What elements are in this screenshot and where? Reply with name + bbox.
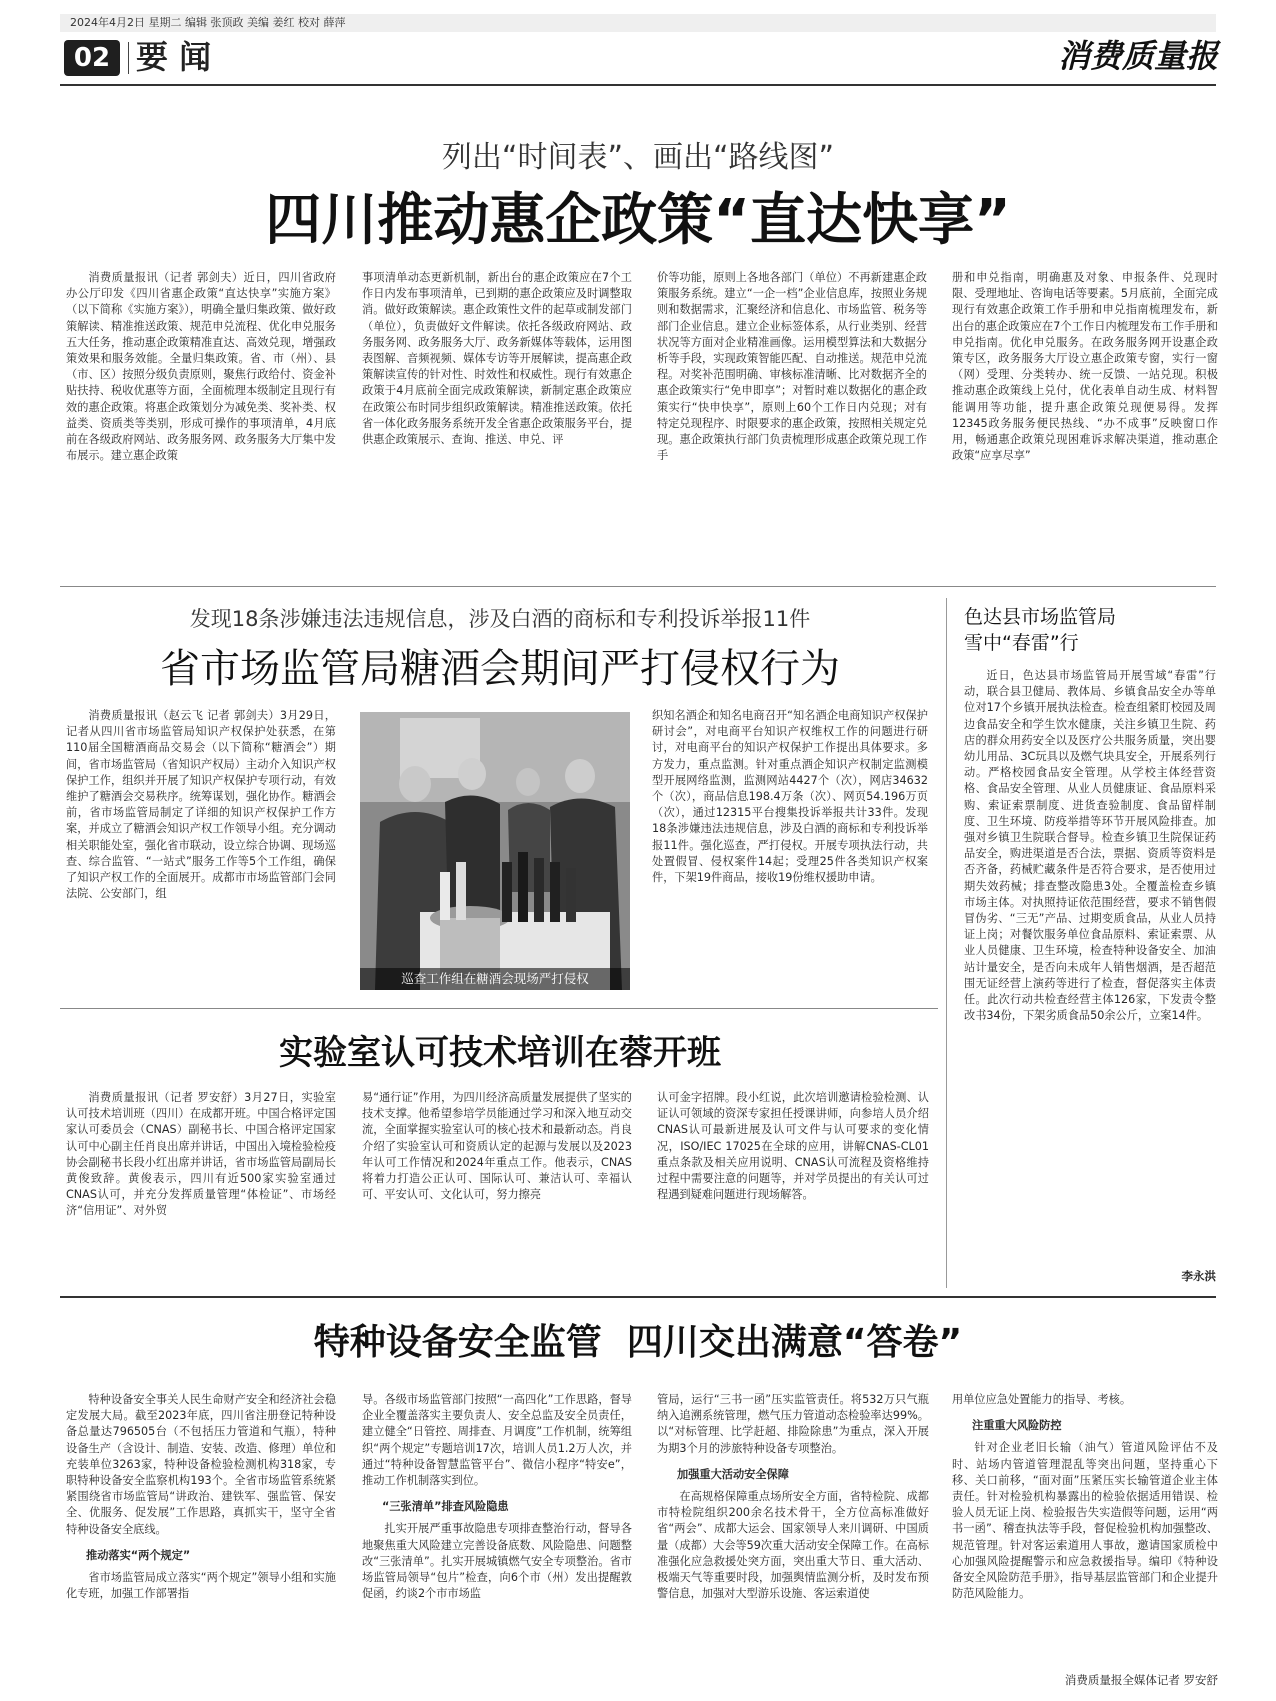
article1-bottom-rule	[60, 586, 1216, 587]
article2-bottom-rule	[60, 1008, 938, 1009]
article4-col3-p2: 在高规格保障重点场所安全方面，省特检院、成都市特检院组织200余名技术骨干，全方位高标准做好省“两会”、成都大运会、国家领导人来川调研、中国质量（成都）大会等59次重大活动安全保障工作。在高标准强化应急救援处突方面，突出重大节日、重大活动、极端天气等重要时段，加强舆情监测分析，及时发布预警信息，加强对大型游乐设施、客运索道使	[657, 1490, 929, 1601]
article1-col1-text: 消费质量报讯（记者 郭剑夫）近日，四川省政府办公厅印发《四川省惠企政策“直达快享”实施方案》（以下简称《实施方案》），明确全量归集政策、做好政策解读、精准推送政策、规范申兑流程、优化申兑服务五大任务，推动惠企政策精准直达、高效兑现，增强政策效果和服务效能。全量归集政策。省、市（州）、县（市、区）按照分级负责原则，聚焦行政给付、资金补贴扶持、税收优惠等方面，全面梳理本级制定且现行有效的惠企政策。将惠企政策划分为减免类、奖补类、权益类、资质类等类别，形成可操作的事项清单，4月底前在各级政府网站、政务服务网、政务服务大厅集中发布展示。建立惠企政策	[66, 271, 336, 463]
event-photo-image	[360, 712, 630, 990]
article1-kicker: 列出“时间表”、画出“路线图”	[441, 140, 835, 175]
article4-col4-subhead: 注重重大风险防控	[972, 1419, 1062, 1433]
sidebar-byline: 李永洪	[1181, 1269, 1216, 1283]
article4-col3-p1: 管局，运行“三书一函”压实监管责任。将532万只气瓶纳入追溯系统管理，燃气压力管道动态检验率达99%。以“对标管理、比学赶超、排险除患”为重点，深入开展为期3个月的涉旅特种设备专项整治。	[657, 1393, 929, 1455]
masthead-rule	[60, 84, 1216, 86]
article4-col2	[362, 1392, 632, 1690]
sidebar-title-1: 色达县市场监管局	[964, 606, 1117, 628]
article1-col3-text: 价等功能，原则上各地各部门（单位）不再新建惠企政策服务系统。建立“一企一档”企业信息库，按照业务规则和数据需求，汇聚经济和信息化、市场监管、税务等部门企业信息。建立企业标签体系，从行业类别、经营状况等方面对企业精准画像。运用模型算法和大数据分析等手段，实现政策智能匹配、自动推送。规范申兑流程。对奖补范围明确、审核标准清晰、比对数据齐全的惠企政策实行“免申即享”；对暂时难以数据化的惠企政策实行“快申快享”，原则上60个工作日内兑现；对有特定兑现程序、时限要求的惠企政策，按照相关规定兑现。惠企政策执行部门负责梳理形成惠企政策兑现工作手	[657, 271, 927, 463]
section-name: 要 闻	[136, 38, 212, 76]
article2-col2-text: 织知名酒企和知名电商召开“知名酒企电商知识产权保护研讨会”，对电商平台知识产权维权工作的问题进行研讨，对电商平台的知识产权保护工作提出具体要求。多方发力，重点监测。针对重点酒企知识产权制定监测模型开展网络监测，监测网站4427个（次），网店34632个（次），商品信息198.4万条（次）、网页54.196万页（次），通过12315平台搜集投诉举报共计33件。发现18条涉嫌违法违规信息，涉及白酒的商标和专利投诉举报11件。强化巡查，严打侵权。开展专项执法行动，共处置假冒、侵权案件14起；受理25件各类知识产权案件，下架19件商品，接收19份维权援助申请。	[652, 709, 928, 885]
article3-col3	[657, 1090, 929, 1286]
article2-col1-text: 消费质量报讯（赵云飞 记者 郭剑夫）3月29日，记者从四川省市场监管局知识产权保护处获悉，在第110届全国糖酒商品交易会（以下简称“糖酒会”）期间，省市场监管局（省知识产权局）主动介入知识产权保护工作，组织并开展了知识产权保护专项行动，有效维护了糖酒会交易秩序。统筹谋划，强化协作。糖酒会前，省市场监管局制定了详细的知识产权保护工作方案，并成立了糖酒会知识产权工作领导小组。充分调动相关职能处室，强化省市联动，设立综合协调、现场巡查、综合监管、“一站式”服务工作等5个工作组，确保了知识产权工作的全面展开。成都市市场监管部门会同法院、公安部门，组	[66, 709, 336, 901]
article4-col1	[66, 1392, 336, 1690]
article4-col2-p1: 导。各级市场监管部门按照“一高四化”工作思路，督导企业全覆盖落实主要负责人、安全总监及安全员责任，建立健全“日管控、周排查、月调度”工作机制，统筹组织“两个规定”专题培训17次，培训人员1.2万人次，并通过“特种设备智慧监管平台”、微信小程序“特安e”，推动工作机制落实到位。	[362, 1393, 632, 1488]
article3-col2	[362, 1090, 632, 1286]
article4-col1-p2: 省市场监管局成立落实“两个规定”领导小组和实施化专班，加强工作部署指	[66, 1571, 336, 1601]
article4-col4-p2: 针对企业老旧长输（油气）管道风险评估不及时、站场内管道管理混乱等突出问题，坚持重心下移、关口前移，“面对面”压紧压实长输管道企业主体责任。针对检验机构暴露出的检验依据适用错误、检验人员无证上岗、检验报告失实造假等问题，运用“两书一函”、稽查执法等手段，督促检验机构加强整改、规范管理。针对客运索道用人事故，邀请国家质检中心加强风险提醒警示和应急救援指导。编印《特种设备安全风险防范手册》，指导基层监管部门和企业提升防范风险能力。	[952, 1441, 1218, 1601]
article4-col1-p1: 特种设备安全事关人民生命财产安全和经济社会稳定发展大局。截至2023年底，四川省注册登记特种设备总量达796505台（不包括压力管道和气瓶），特种设备生产（含设计、制造、安装、改造、修理）单位和充装单位3263家，特种设备检验检测机构318家，专职特种设备安全监察机构193个。全省市场监管系统紧紧围绕省市场监管局“讲政治、建铁军、强监管、保安全、优服务、促发展”工作思路，真抓实干，坚守全省特种设备安全底线。	[66, 1393, 336, 1536]
article2-kicker: 发现18条涉嫌违法违规信息，涉及白酒的商标和专利投诉举报11件	[189, 607, 811, 631]
article1-col2	[362, 270, 632, 570]
sidebar-divider	[946, 598, 947, 1288]
article1-title: 四川推动惠企政策“直达快享”	[265, 188, 1011, 253]
article3-col2-text: 易“通行证”作用，为四川经济高质量发展提供了坚实的技术支撑。他希望参培学员能通过学习和深入地互动交流，全面掌握实验室认可的核心技术和最新动态。肖良介绍了实验室认可和资质认定的起源与发展以及2023年认可工作情况和2024年重点工作。他表示，CNAS将着力打造公正认可、国际认可、兼洁认可、幸福认可、平安认可、文化认可，努力擦亮	[362, 1091, 632, 1202]
photo-caption: 巡查工作组在糖酒会现场严打侵权	[360, 968, 630, 990]
section-divider	[128, 42, 129, 74]
article3-col1	[66, 1090, 336, 1286]
article1-col2-text: 事项清单动态更新机制，新出台的惠企政策应在7个工作日内发布事项清单，已到期的惠企政策应及时调整取消。做好政策解读。惠企政策性文件的起草或制发部门（单位），负责做好文件解读。依托各级政府网站、政务服务网、政务服务大厅、政务新媒体等载体，运用图表图解、音频视频、媒体专访等开展解读，提高惠企政策解读宣传的针对性、时效性和权威性。现行有效惠企政策于4月底前全面完成政策解读，新制定惠企政策应在政策公布时同步组织政策解读。精准推送政策。依托省一体化政务服务系统开发全省惠企政策服务平台，提供惠企政策展示、查询、推送、申兑、评	[362, 271, 632, 447]
article4-col2-subhead: “三张清单”排查风险隐患	[382, 1500, 509, 1514]
article4-title: 特种设备安全监管 四川交出满意“答卷”	[313, 1322, 963, 1363]
article4-byline: 消费质量报全媒体记者 罗安舒	[1064, 1673, 1218, 1687]
article4-col3-subhead: 加强重大活动安全保障	[677, 1467, 789, 1481]
sidebar-title-2: 雪中“春雷”行	[964, 632, 1079, 654]
article3-col3-text: 认可金字招牌。段小红说，此次培训邀请检验检测、认证认可领域的资深专家担任授课讲师，向参培人员介绍CNAS认可最新进展及认可文件与认可要求的变化情况，ISO/IEC 17025在全球的应用，讲解CNAS-CL01重点条款及相关应用说明、CNAS认可流程及资格维持过程中需要注意的问题等，并对学员提出的有关认可过程遇到疑难问题进行现场解答。	[657, 1091, 929, 1202]
article1-col3	[657, 270, 927, 570]
article3-bottom-rule	[60, 1296, 1216, 1298]
paper-name: 消费质量报	[1057, 37, 1218, 75]
article1-col1	[66, 270, 336, 570]
article3-title: 实验室认可技术培训在蓉开班	[279, 1033, 721, 1073]
sidebar-body-text: 近日，色达县市场监管局开展雪域“春雷”行动，联合县卫健局、教体局、乡镇食品安全办等单位对17个乡镇开展执法检查。检查组紧盯校园及周边食品安全和学生饮水健康，关注乡镇卫生院、药店的群众用药安全以及医疗公共服务质量，突出婴幼儿用品、3C玩具以及燃气块具安全，开展系列行动。严格校园食品安全管理。从学校主体经营资格、食品安全管理、从业人员健康证、食品原料采购、索证索票制度、进货查验制度、食品留样制度、卫生环境、防疫举措等环节开展风险排查。加强对乡镇卫生院联合督导。检查乡镇卫生院保证药品安全，购进渠道是否合法，票据、资质等资料是否齐备，药械贮藏条件是否符合要求，是否使用过期失效药械；排查整改隐患3处。全覆盖检查乡镇市场主体。对执照持证依范围经营，要求不销售假冒伪劣、“三无”产品、过期变质食品，从业人员持证上岗；对餐饮服务单位食品原料、索证索票、从业人员健康、卫生环境，检查特种设备安全、加油站计量安全，是否向未成年人销售烟酒，是否超范围无证经营上演药等进行了检查，督促落实主体责任。此次行动共检查经营主体126家，下发责令整改书34份，下架劣质食品50余公斤，立案14件。	[964, 669, 1216, 1023]
article2-title: 省市场监管局糖酒会期间严打侵权行为	[160, 646, 840, 692]
article4-col2-p2: 扎实开展严重事故隐患专项排查整治行动，督导各地聚焦重大风险建立完善设备底数、风险隐患、问题整改“三张清单”。扎实开展城镇燃气安全专项整治。省市场监管局领导“包片”检查，向6个市（州）发出提醒敦促函，约谈2个市市场监	[362, 1522, 632, 1601]
date-line: 2024年4月2日 星期二 编辑 张顶政 美编 姜红 校对 薛萍	[70, 16, 346, 29]
article1-col4	[952, 270, 1218, 570]
page-number: 02	[64, 40, 120, 76]
article4-col4	[952, 1392, 1218, 1670]
article2-col1	[66, 708, 336, 1000]
article4-col1-subhead: 推动落实“两个规定”	[86, 1548, 191, 1562]
sidebar-body	[964, 668, 1216, 1268]
article4-col3	[657, 1392, 929, 1690]
article3-col1-text: 消费质量报讯（记者 罗安舒）3月27日，实验室认可技术培训班（四川）在成都开班。中国合格评定国家认可委员会（CNAS）副秘书长、中国合格评定国家认可中心副主任肖良出席并讲话，中国出入境检验检疫协会副秘书长段小红出席并讲话，省市场监管局副局长黄俊致辞。黄俊表示，四川有近500家实验室通过CNAS认可，并充分发挥质量管理“体检证”、市场经济“信用证”、对外贸	[66, 1091, 336, 1218]
event-photo	[360, 712, 630, 990]
article2-col2	[652, 708, 928, 1000]
article1-col4-text: 册和申兑指南，明确惠及对象、申报条件、兑现时限、受理地址、咨询电话等要素。5月底前，全面完成现行有效惠企政策工作手册和申兑指南梳理发布，新出台的惠企政策应在7个工作日内梳理发布工作手册和申兑指南。优化申兑服务。在政务服务网开设惠企政策专区，政务服务大厅设立惠企政策专窗，实行一窗（网）受理、分类转办、统一反馈、一站兑现。积极推动惠企政策线上兑付，优化表单自动生成、材料智能调用等功能，提升惠企政策兑现便易得。发挥12345政务服务便民热线、“办不成事”反映窗口作用，畅通惠企政策兑现困难诉求解决渠道，推动惠企政策“应享尽享”	[952, 271, 1218, 463]
article4-col4-p1: 用单位应急处置能力的指导、考核。	[952, 1393, 1132, 1406]
